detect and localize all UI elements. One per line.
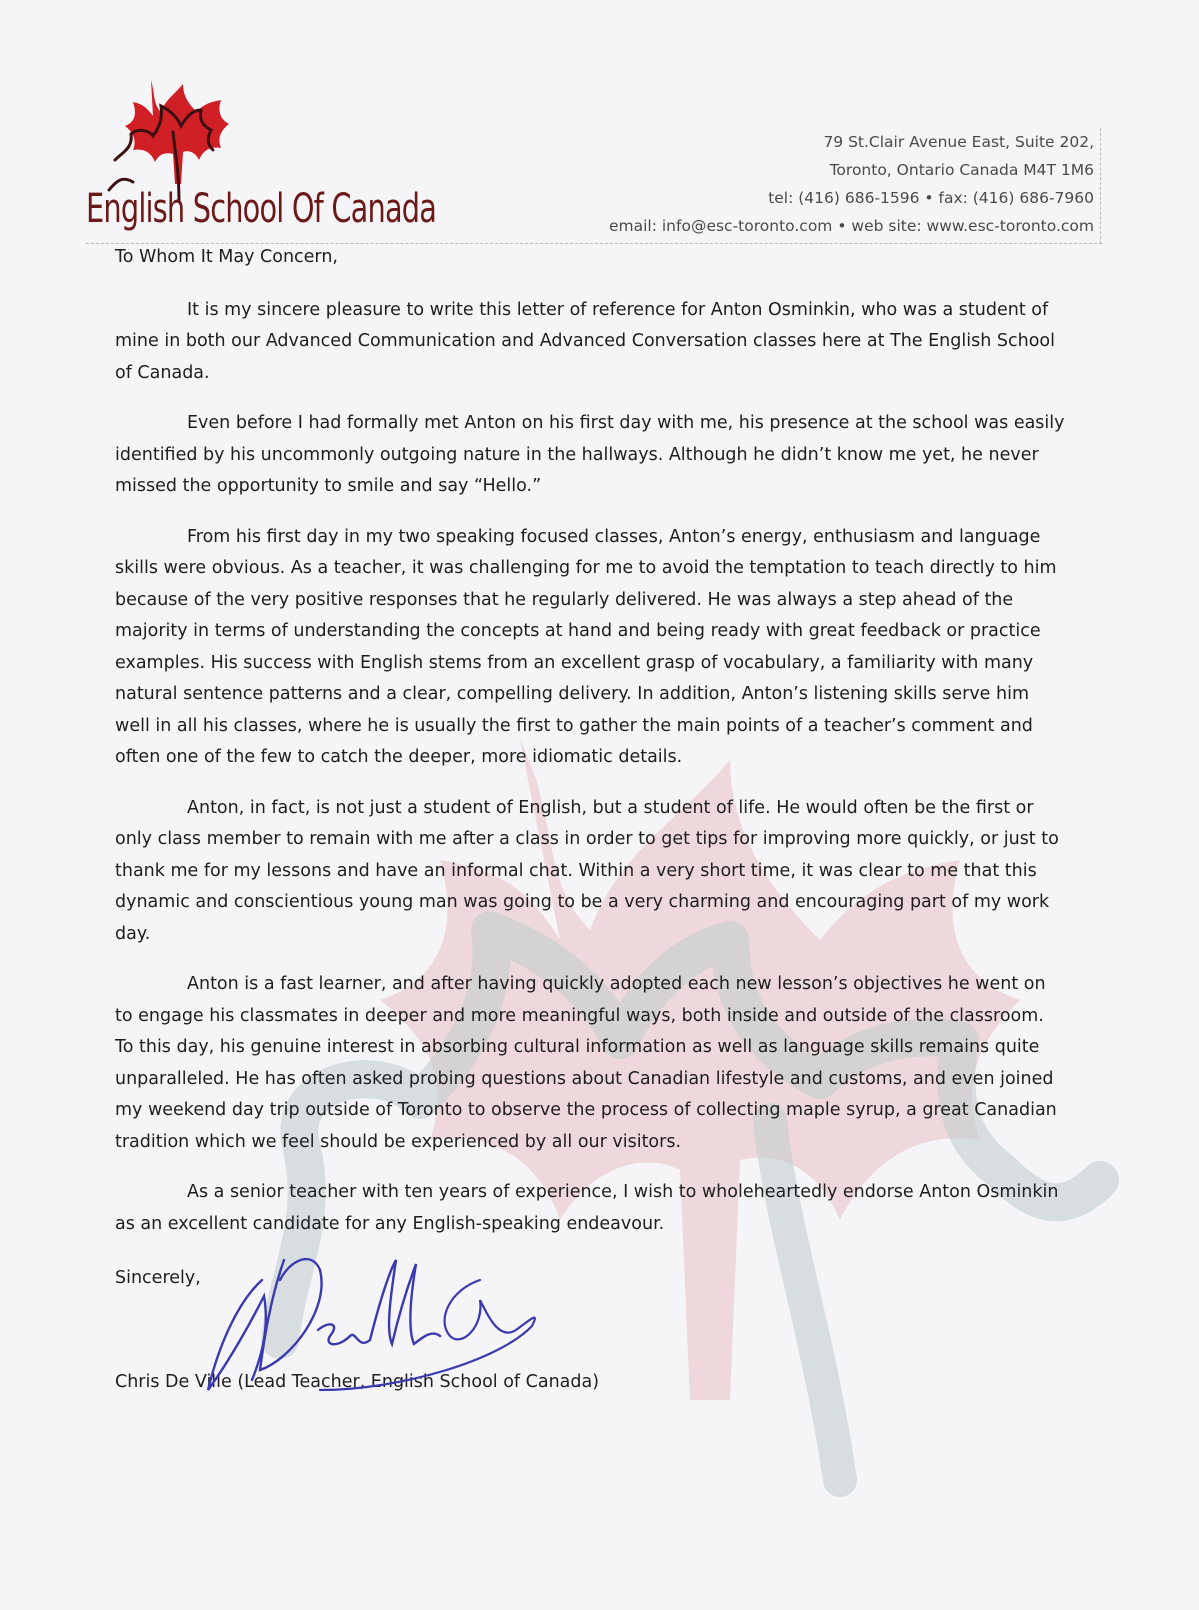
address-line-1: 79 St.Clair Avenue East, Suite 202, bbox=[823, 133, 1094, 151]
closing: Sincerely, bbox=[115, 1268, 201, 1288]
paragraph-1: It is my sincere pleasure to write this letter of reference for Anton Osminkin, who was a student of mine in both our Advanced Communication and Advanced Conversation classes here at The English School of Canada. bbox=[115, 299, 1055, 383]
header-vertical-divider bbox=[1100, 128, 1101, 244]
letterhead-address bbox=[609, 128, 1094, 240]
salutation: To Whom It May Concern, bbox=[115, 247, 338, 267]
paragraph-4: Anton, in fact, is not just a student of English, but a student of life. He would often be the first or only class member to remain with me after a class in order to get tips for improving more quickly, or just to thank me for my lessons and have an informal chat. Within a very short time, it was clear to me that this dynamic and conscientious young man was going to be a very charming and encouraging part of my work day. bbox=[115, 797, 1059, 944]
paragraph-5: Anton is a fast learner, and after having quickly adopted each new lesson’s objectives he went on to engage his classmates in deeper and more meaningful ways, both inside and outside of the classroom. To this day, his genuine interest in absorbing cultural information as well as language skills remains quite unparalleled. He has often asked probing questions about Canadian lifestyle and customs, and even joined my weekend day trip outside of Toronto to observe the process of collecting maple syrup, a great Canadian tradition which we feel should be experienced by all our visitors. bbox=[115, 974, 1057, 1152]
letter-body bbox=[115, 242, 1065, 1259]
paragraph-3: From his first day in my two speaking focused classes, Anton’s energy, enthusiasm and language skills were obvious. As a teacher, it was challenging for me to avoid the temptation to teach directly to him because of the very positive responses that he regularly delivered. He was always a step ahead of the majority in terms of understanding the concepts at hand and being ready with great feedback or practice examples. His success with English stems from an excellent grasp of vocabulary, a familiarity with many natural sentence patterns and a clear, compelling delivery. In addition, Anton’s listening skills serve him well in all his classes, where he is usually the first to gather the main points of a teacher’s comment and often one of the few to catch the deeper, more idiomatic details. bbox=[115, 526, 1057, 767]
handwritten-signature bbox=[200, 1240, 560, 1400]
signer-name: Chris De Ville (Lead Teacher, English School of Canada) bbox=[115, 1372, 600, 1392]
phone-fax-line: tel: (416) 686-1596 • fax: (416) 686-7960 bbox=[768, 189, 1094, 207]
email-website-line: email: info@esc-toronto.com • web site: www.esc-toronto.com bbox=[608, 217, 1094, 235]
paragraph-6: As a senior teacher with ten years of experience, I wish to wholeheartedly endorse Anton Osminkin as an excellent candidate for any English-speaking endeavour. bbox=[115, 1182, 1059, 1234]
paragraph-2: Even before I had formally met Anton on his first day with me, his presence at the school was easily identified by his uncommonly outgoing nature in the hallways. Although he didn’t know me yet, he never missed the opportunity to smile and say “Hello.” bbox=[115, 413, 1065, 496]
school-name-logo: English School Of Canada bbox=[86, 186, 437, 232]
address-line-2: Toronto, Ontario Canada M4T 1M6 bbox=[829, 161, 1094, 179]
